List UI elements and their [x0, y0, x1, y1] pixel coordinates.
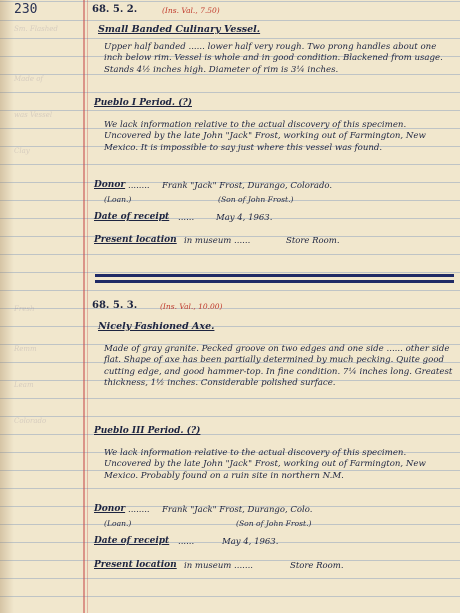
location-label: Present location — [94, 560, 177, 570]
donor-name: Frank "Jack" Frost, Durango, Colorado. — [162, 181, 333, 191]
donor-label: Donor — [94, 180, 126, 190]
loan-note: (Loan.) — [104, 519, 132, 528]
margin-note: Leam — [14, 381, 34, 389]
insured-value: (Ins. Val., 10.00) — [160, 302, 223, 311]
provenance: We lack information relative to the actual discovery of this specimen. Uncovered by the late John "Jack" Frost, working out of Farmington, New Mexico. Probably found on a ruin site in northern N.M. — [104, 448, 426, 481]
receipt-dots: ...... — [178, 213, 195, 223]
receipt-date: May 4, 1963. — [216, 213, 273, 223]
margin-note: Colorado — [14, 417, 47, 425]
margin-note: Sm. Flashed — [14, 25, 58, 33]
location-value: Store Room. — [290, 561, 344, 571]
item-description: Made of gray granite. Pecked groove on two edges and one side ...... other side flat. Shape of axe has been partially determined by much pecking. Quite good cutting edge, and good hammer-top. In fine condition. 7¼ inches long. Greatest thickness, 1½ inches. Considerable polished surface. — [104, 344, 453, 389]
catalog-number: 68. 5. 2. — [92, 4, 138, 15]
margin-line — [83, 0, 85, 613]
loan-note: (Loan.) — [104, 195, 132, 204]
donor-name: Frank "Jack" Frost, Durango, Colo. — [162, 505, 313, 515]
divider-rule — [95, 274, 454, 277]
item-title: Small Banded Culinary Vessel. — [98, 24, 261, 35]
margin-note: Fresh — [14, 305, 35, 313]
margin-note: Remm — [14, 345, 37, 353]
relation-note: (Son of John Frost.) — [218, 195, 294, 204]
insured-value: (Ins. Val., 7.50) — [162, 6, 220, 15]
donor-label: Donor — [94, 504, 126, 514]
location-text: in museum ...... — [184, 236, 251, 246]
margin-note: was Vessel — [14, 111, 53, 119]
catalog-number: 68. 5. 3. — [92, 300, 138, 311]
period: Pueblo III Period. (?) — [94, 426, 201, 436]
location-label: Present location — [94, 235, 177, 245]
page-number: 230 — [14, 2, 38, 17]
period: Pueblo I Period. (?) — [94, 98, 192, 108]
location-value: Store Room. — [286, 236, 340, 246]
divider-rule — [95, 280, 454, 283]
receipt-date: May 4, 1963. — [222, 537, 279, 547]
margin-note: Clay — [14, 147, 30, 155]
receipt-label: Date of receipt — [94, 536, 170, 546]
location-text: in museum ....... — [184, 561, 253, 571]
receipt-label: Date of receipt — [94, 212, 170, 222]
relation-note: (Son of John Frost.) — [236, 519, 312, 528]
donor-dots: ........ — [128, 505, 150, 515]
margin-line-secondary — [87, 0, 88, 613]
item-description: Upper half banded ...... lower half very rough. Two prong handles about one inch below rim. Vessel is whole and in good condition. Blackened from usage. Stands 4½ inches high. Diameter of rim is 3¼ inches. — [104, 42, 443, 75]
item-title: Nicely Fashioned Axe. — [98, 321, 215, 332]
provenance: We lack information relative to the actual discovery of this specimen. Uncovered by the late John "Jack" Frost, working out of Farmington, New Mexico. It is impossible to say just where this vessel was found. — [104, 120, 426, 153]
donor-dots: ........ — [128, 181, 150, 191]
receipt-dots: ...... — [178, 537, 195, 547]
margin-note: Made of — [14, 75, 43, 83]
